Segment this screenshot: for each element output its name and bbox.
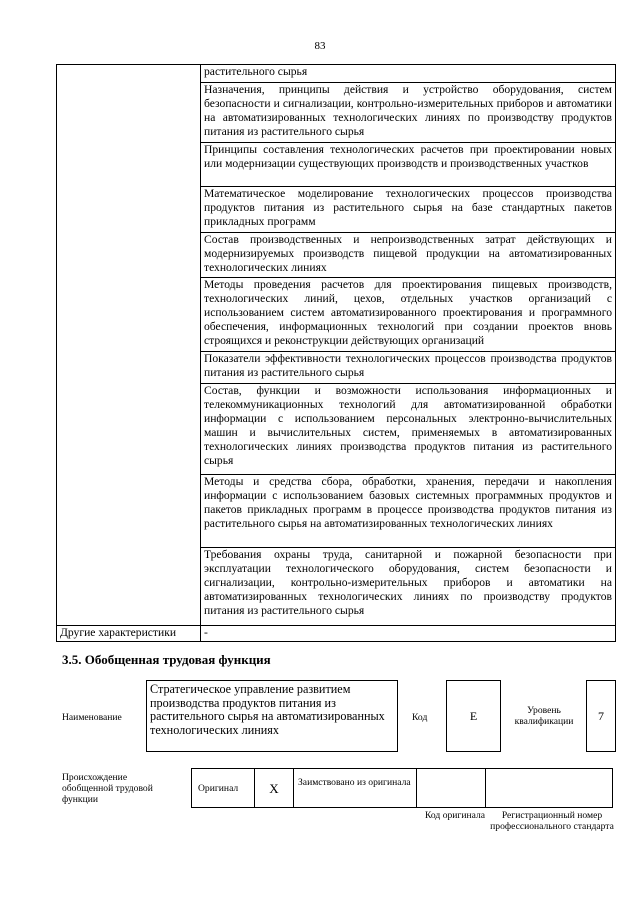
table-cell: Состав, функции и возможности использования информационных и телекоммуникационных технологий для автоматизированной обработки информации с использованием персональных электронно-вычислительных машин и вычислительных систем, применяемых в автоматизированных технологических линиях производства продуктов питания из растительного сырья <box>201 384 616 475</box>
table-row <box>57 278 616 352</box>
original-label: Оригинал <box>191 768 255 808</box>
function-name-box: Стратегическое управление развитием производства продуктов питания из растительного сырья на автоматизированных технологических линиях <box>146 680 398 752</box>
table-row <box>57 384 616 475</box>
row-label-cell <box>57 83 201 143</box>
table-cell: Требования охраны труда, санитарной и пожарной безопасности при эксплуатации технологического оборудования, систем безопасности и сигнализации, контрольно-измерительных приборов и автоматики на автоматизированных технологических линиях по производству продуктов питания из растительного сырья <box>201 548 616 626</box>
table-row <box>57 65 616 83</box>
code-original-cell <box>416 768 486 808</box>
section-title: 3.5. Обобщенная трудовая функция <box>62 652 271 667</box>
registration-number-cell <box>485 768 613 808</box>
table-cell: Принципы составления технологических расчетов при проектировании новых или модернизации существующих производств и производственных участков <box>201 143 616 187</box>
table-row <box>57 83 616 143</box>
table-cell: Назначения, принципы действия и устройство оборудования, систем безопасности и сигнализации, контрольно-измерительных приборов и автоматики на автоматизированных технологических линиях по производству продуктов питания из растительного сырья <box>201 83 616 143</box>
table-row <box>57 143 616 187</box>
page-number: 83 <box>314 40 326 52</box>
table-row <box>57 548 616 626</box>
row-label-cell <box>57 548 201 626</box>
row-label-cell <box>57 475 201 548</box>
other-characteristics-label: Другие характеристики <box>57 626 201 642</box>
table-cell: Методы проведения расчетов для проектирования пищевых производств, технологических линий, цехов, отдельных участков организаций с использованием систем автоматизированного проектирования и программного обеспечения, информационных технологий при создании проектов вновь строящихся и реконструкции действующих организаций <box>201 278 616 352</box>
table-cell: Состав производственных и непроизводственных затрат действующих и модернизируемых производств пищевой продукции на автоматизированных технологических линиях <box>201 233 616 278</box>
table-row <box>57 233 616 278</box>
table-cell: Методы и средства сбора, обработки, хранения, передачи и накопления информации с использованием базовых системных программных продуктов и пакетов прикладных программ в процессе производства продуктов питания из растительного сырья на автоматизированных технологических линиях <box>201 475 616 548</box>
row-label-cell <box>57 233 201 278</box>
row-label-cell <box>57 352 201 384</box>
other-characteristics-value: - <box>201 626 616 642</box>
code-original-caption: Код оригинала <box>424 810 486 821</box>
table-cell: растительного сырья <box>201 65 616 83</box>
qualification-level-label: Уровень квалификации <box>514 705 574 727</box>
row-label-cell <box>57 143 201 187</box>
code-value-box: E <box>446 680 501 752</box>
borrowed-label: Заимствовано из оригинала <box>293 768 417 808</box>
row-label-cell <box>57 278 201 352</box>
table-cell: Математическое моделирование технологических процессов производства продуктов питания из растительного сырья на базе стандартных пакетов прикладных программ <box>201 187 616 233</box>
table-row <box>57 475 616 548</box>
qualification-level-box: 7 <box>586 680 616 752</box>
code-label: Код <box>412 712 428 723</box>
original-mark: X <box>254 768 294 808</box>
row-label-cell <box>57 384 201 475</box>
table-row <box>57 187 616 233</box>
origin-label: Происхождение обобщенной трудовой функции <box>62 772 153 805</box>
name-label: Наименование <box>62 712 122 723</box>
table-row <box>57 352 616 384</box>
row-label-cell <box>57 65 201 83</box>
origin-table <box>192 768 613 808</box>
registration-number-caption: Регистрационный номер профессионального стандарта <box>490 810 614 832</box>
table-cell: Показатели эффективности технологических процессов производства продуктов питания из растительного сырья <box>201 352 616 384</box>
table-row <box>57 626 616 642</box>
knowledge-table <box>56 64 616 642</box>
row-label-cell <box>57 187 201 233</box>
